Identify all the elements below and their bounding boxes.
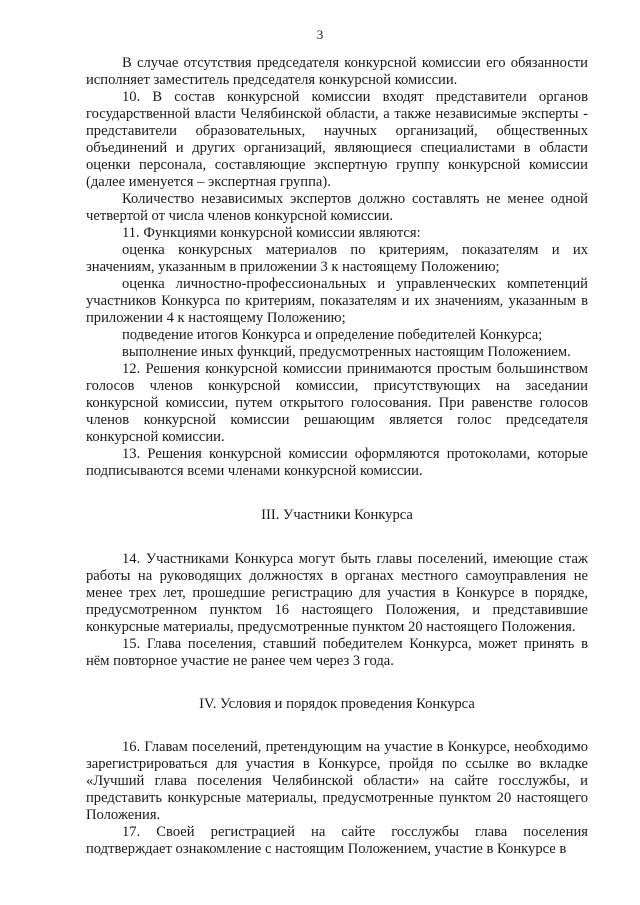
- section-heading-participants: III. Участники Конкурса: [261, 507, 413, 523]
- paragraph-independent-experts: Количество независимых экспертов должно составлять не менее одной четвертой от числа членов конкурсной комиссии.: [86, 191, 588, 224]
- paragraph-function-competencies: оценка личностно-профессиональных и управленческих компетенций участников Конкурса по критериям, показателям и их значениям, указанным в приложении 4 к настоящему Положению;: [86, 276, 588, 326]
- paragraph-10-commission-composition: 10. В состав конкурсной комиссии входят представители органов государственной власти Челябинской области, а также независимые эксперты - представители образовательных, научных организаций, общественных объединений и других организаций, являющиеся специалистами в области оценки персонала, составляющие экспертную группу конкурсной комиссии (далее именуется – экспертная группа).: [86, 89, 588, 190]
- paragraph-13-protocols: 13. Решения конкурсной комиссии оформляются протоколами, которые подписываются всеми членами конкурсной комиссии.: [86, 446, 588, 479]
- document-body: [86, 55, 588, 858]
- paragraph-14-participants: 14. Участниками Конкурса могут быть главы поселений, имеющие стаж работы на руководящих должностях в органах местного самоуправления не менее трех лет, прошедшие регистрацию для участия в Конкурсе в порядке, предусмотренном пунктом 16 настоящего Положения, и представившие конкурсные материалы, предусмотренные пунктом 20 настоящего Положения.: [86, 551, 588, 635]
- paragraph-11-functions: 11. Функциями конкурсной комиссии являются:: [122, 225, 421, 241]
- paragraph-function-other: выполнение иных функций, предусмотренных настоящим Положением.: [122, 344, 571, 360]
- paragraph-function-results: подведение итогов Конкурса и определение победителей Конкурса;: [122, 327, 543, 343]
- paragraph-chairman-absence: В случае отсутствия председателя конкурсной комиссии его обязанности исполняет заместитель председателя конкурсной комиссии.: [86, 55, 588, 88]
- paragraph-function-materials: оценка конкурсных материалов по критериям, показателям и их значениям, указанным в приложении 3 к настоящему Положению;: [86, 242, 588, 275]
- page-number: 3: [316, 27, 324, 42]
- paragraph-12-decisions: 12. Решения конкурсной комиссии принимаются простым большинством голосов членов конкурсной комиссии, присутствующих на заседании конкурсной комиссии, путем открытого голосования. При равенстве голосов членов конкурсной комиссии решающим является голос председателя конкурсной комиссии.: [86, 361, 588, 445]
- section-heading-conditions: IV. Условия и порядок проведения Конкурса: [199, 696, 475, 712]
- paragraph-15-repeat-participation: 15. Глава поселения, ставший победителем Конкурса, может принять в нём повторное участие не ранее чем через 3 года.: [86, 636, 588, 669]
- paragraph-17-registration-confirmation: 17. Своей регистрацией на сайте госслужбы глава поселения подтверждает ознакомление с настоящим Положением, участие в Конкурсе в: [86, 824, 588, 857]
- paragraph-16-registration: 16. Главам поселений, претендующим на участие в Конкурсе, необходимо зарегистрироваться для участия в Конкурсе, пройдя по ссылке во вкладке «Лучший глава поселения Челябинской области» на сайте госслужбы, и представить конкурсные материалы, предусмотренные пунктом 20 настоящего Положения.: [86, 739, 588, 823]
